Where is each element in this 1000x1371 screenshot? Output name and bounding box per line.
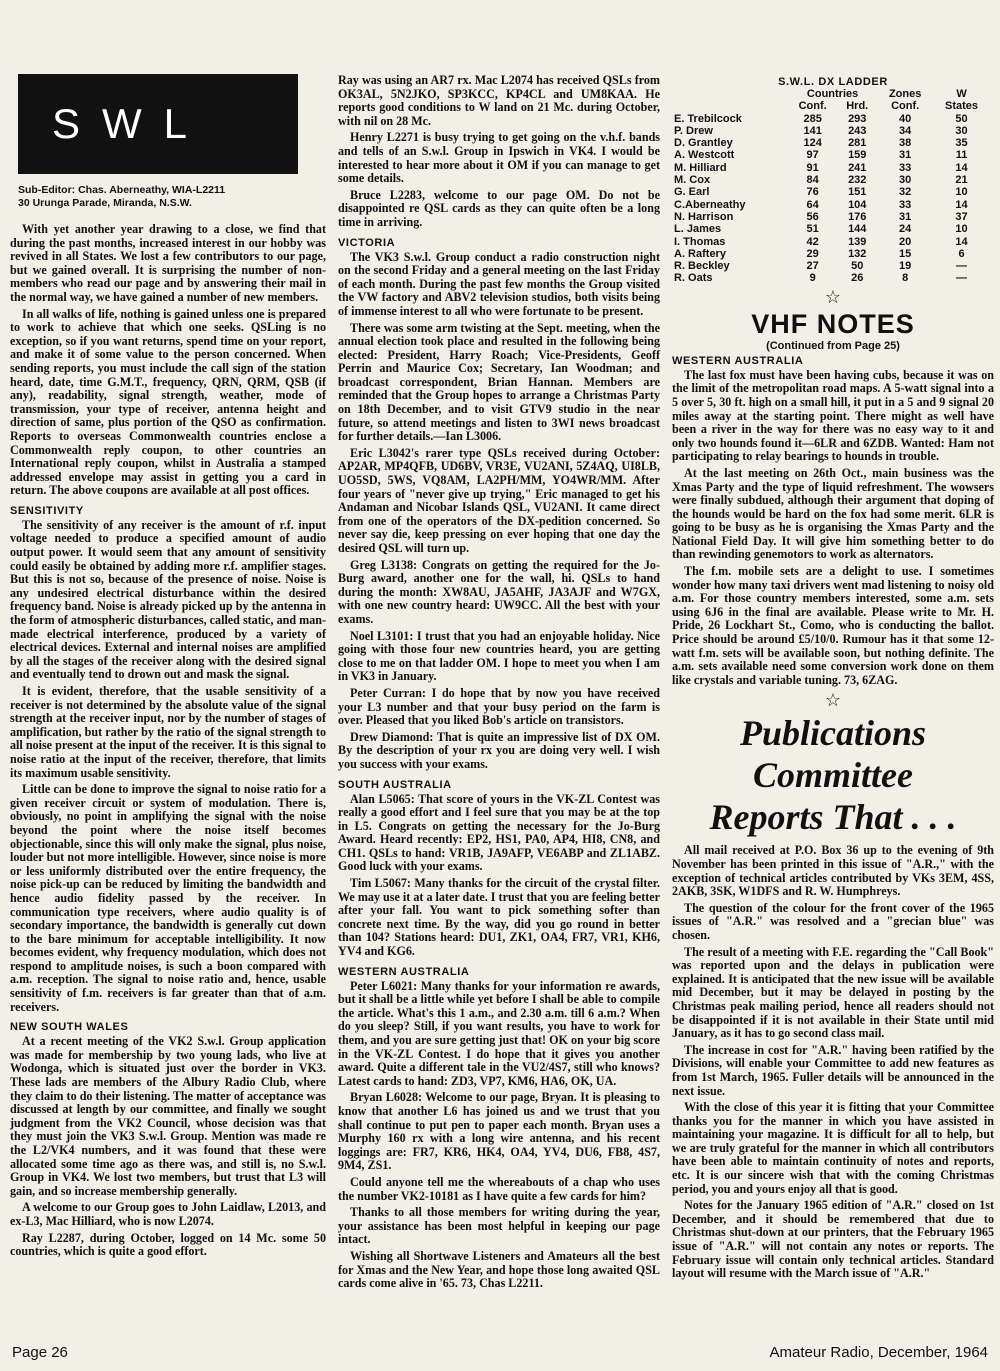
paragraph: Peter L6021: Many thanks for your information re awards, but it shall be a little while yet before I shall be able to compile the article. What's this 1 a.m., and 2.30 a.m. till 6 a.m.? When do you sleep? Still, if you want results, you have to work for them, and you are sure getting just that! OK on your big score in the VK-ZL Contest. I do hope that it gives you another award. Quite a different tale in the VU2/4S7, still who knows? Latest cards to hand: ZD3, VP7, KM6, HA6, OK, UA.	[338, 978, 660, 1088]
ladder-value: 104	[848, 198, 867, 211]
sub-editor-address: 30 Urunga Parade, Miranda, N.S.W.	[18, 196, 192, 209]
section-heading: VICTORIA	[338, 236, 396, 249]
paragraph: At the last meeting on 26th Oct., main business was the Xmas Party and the type of liquid refreshment. The wowsers were finally subdued, although their argument that doping of the hounds would be hard on the fox had some merit. 6LR is going to be busy as he is organising the Xmas Party and the National Field Day. It will give him something better to do than rewinding genemotors to work as alternators.	[672, 465, 994, 562]
ladder-row	[672, 149, 990, 161]
ladder-value: 51	[806, 223, 819, 236]
ladder-name: A. Raftery	[674, 247, 726, 260]
ladder-value: 30	[955, 124, 968, 137]
ladder-value: 20	[899, 235, 912, 248]
ladder-value: 241	[848, 161, 867, 174]
paragraph: In all walks of life, nothing is gained unless one is prepared to work to achieve that which one seeks. QSLing is no exception, so if you want returns, spend time on your report, and make it of some value to the person concerned. When sending reports, you must include the call sign of the station heard, date, time G.M.T., frequency, QRN, QRM, QSB (if any), readability, signal strength, weather, mode of transmission, your type of receiver, antenna height and direction of same, plus portion of the QSO as confirmation. Reports to overseas Commonwealth countries enclose a Commonwealth reply coupon, to other countries an International reply coupon, whilst in Australia a stamped addressed envelope may assist in getting you a card in return. The above coupons are available at all post offices.	[10, 306, 326, 498]
ladder-value: 64	[806, 198, 819, 211]
ladder-value: 33	[899, 161, 912, 174]
ladder-col: Conf.	[798, 100, 827, 113]
paragraph: With yet another year drawing to a close, we find that during the past months, increased interest in our hobby was revived in all States. We lost a few contributors to our page, but we gained overall. It is surprising the number of non-members who read our page and by answering their mail in the normal way, we have gained a number of new members.	[10, 222, 326, 304]
ladder-value: 232	[848, 174, 867, 187]
ladder-value: 14	[955, 198, 968, 211]
section-heading: SENSITIVITY	[10, 504, 84, 517]
paragraph: Ray L2287, during October, logged on 14 Mc. some 50 countries, which is quite a good effort.	[10, 1230, 326, 1259]
ladder-name: M. Hilliard	[674, 161, 727, 174]
ladder-row	[672, 137, 990, 149]
ladder-value: 14	[955, 235, 968, 248]
paragraph: Little can be done to improve the signal to noise ratio for a given receiver circuit or system of modulation. There is, obviously, no point in amplifying the signal with the noise beyond the point where the noise itself becomes objectionable, since this will only make the signal, plus noise, louder but not more intelligible. However, since noise is more or less uniformly distributed over the entire frequency, the noise pick-up can be reduced by limiting the bandwidth and hence audio fidelity passed by the receiver. In communication type receivers, where audio quality is of secondary importance, the bandwidth is generally cut down to the bare minimum for acceptable intelligibility. It now becomes evident, why frequency modulation, which does not respond to amplitude noises, is such a boon compared with a.m. reception. The signal to noise ratio and, hence, usable sensitivity of f.m. receivers is far greater than that of a.m. receivers.	[10, 782, 326, 1014]
ladder-value: 97	[806, 149, 819, 162]
ladder-value: 281	[848, 137, 867, 150]
paragraph: Noel L3101: I trust that you had an enjoyable holiday. Nice going with those four new countries heard, you are getting close to me on that ladder OM. I hope to meet you when I am in VK3 in January.	[338, 628, 660, 684]
star-icon: ☆	[824, 286, 842, 307]
ladder-group-countries: Countries	[806, 88, 859, 100]
ladder-row	[672, 260, 990, 272]
column-3	[672, 76, 994, 1284]
ladder-value: 84	[806, 174, 819, 187]
ladder-value: 159	[848, 149, 867, 162]
ladder-body	[672, 113, 990, 285]
ladder-col: Hrd.	[846, 100, 869, 113]
swl-title-block	[18, 74, 298, 174]
ladder-value: 35	[955, 137, 968, 150]
ladder-value: 144	[848, 223, 867, 236]
ladder-name: R. Oats	[674, 272, 713, 285]
dx-ladder-table	[672, 88, 990, 285]
ladder-name: D. Grantley	[674, 137, 733, 150]
paragraph: Eric L3042's rarer type QSLs received during October: AP2AR, MP4QFB, UD6BV, VR3E, VU2ANI, 5Z4AQ, UI8LB, UO5SD, 5WS, VQ8AM, LA2PH/MM, YO4WR/MM. After four years of "never give up trying," Eric managed to get his Andaman and Nicobar Islands QSL, VU2ANI. It came direct from one of the operators of the DX-pedition concerned. So never say die, keep pressing on ever hoping that one day the desired QSL will turn up.	[338, 445, 660, 555]
ladder-title: S.W.L. DX LADDER	[778, 76, 888, 88]
ladder-name: R. Beckley	[674, 260, 730, 273]
ladder-value: 6	[958, 247, 965, 260]
section-heading: WESTERN AUSTRALIA	[672, 354, 804, 367]
ladder-value: 27	[806, 260, 819, 273]
ladder-value: 31	[899, 149, 912, 162]
ladder-name: G. Earl	[674, 186, 710, 199]
ladder-value: 141	[803, 124, 822, 137]
ladder-value: 8	[902, 272, 909, 285]
ladder-row	[672, 223, 990, 235]
ladder-value: 50	[851, 260, 864, 273]
vhf-notes-title: VHF NOTES	[751, 308, 915, 339]
ladder-value: 26	[851, 272, 864, 285]
ladder-value: 243	[848, 124, 867, 137]
ladder-value: 33	[899, 198, 912, 211]
ladder-value: 124	[803, 137, 822, 150]
ladder-col-header	[672, 100, 990, 112]
ladder-value: 293	[848, 112, 867, 125]
paragraph: Tim L5067: Many thanks for the circuit of the crystal filter. We may use it at a later date. I trust that you are feeling better after your fall. You want to pick something softer than concrete next time. By the way, did you go round in better than 104? Stations heard: DU1, ZK1, OA4, FR7, VR1, KH6, YV4 and KG6.	[338, 876, 660, 959]
ladder-row	[672, 186, 990, 198]
ladder-value: —	[956, 260, 968, 273]
paragraph: The sensitivity of any receiver is the amount of r.f. input voltage needed to produce a specified amount of audio output power. It would seem that any amount of sensitivity could easily be obtained by adding more r.f. amplifier stages. But this is not so, because of the presence of noise. Noise is any undesired electrical disturbance within the desired frequency band. Noise is already picked up by the antenna in the form of atmospheric disturbances, called static, and man-made electrical interference, produced by a variety of electrical devices. External and internal noises are amplified by all the stages of the receiver along with the desired signal and eventually tend to drown out and mask the signal.	[10, 517, 326, 682]
ladder-value: —	[956, 272, 968, 285]
paragraph: At a recent meeting of the VK2 S.w.l. Group application was made for membership by two young lads, who live at Wodonga, which is situated just over the border in VK3. These lads are members of the Albury Radio Club, where they claim to do their listening. The matter of acceptance was discussed at length by our committee, and finally we sought judgment from the VK2 Council, whose decision was that they must join the VK3 S.w.l. Group. Mention was made re the L2/VK4 numbers, and it was found that these were allocated some time ago as there was, and still is, no S.w.l. Group in VK4. We lost two members, but trust that L3 will gain, and so increase membership generally.	[10, 1034, 326, 1198]
ladder-name: L. James	[674, 223, 722, 236]
ladder-name: I. Thomas	[674, 235, 726, 248]
vhf-notes-subtitle: (Continued from Page 25)	[766, 339, 900, 352]
paragraph: Drew Diamond: That is quite an impressive list of DX OM. By the description of your rx you are doing very well. I wish you success with your exams.	[338, 729, 660, 771]
paragraph: Ray was using an AR7 rx. Mac L2074 has received QSLs from OK3AL, 5N2JKO, SP3KCC, KP4CL and UM8KAA. He reports good conditions to W land on 21 Mc. during October, with nil on 28 Mc.	[338, 73, 660, 128]
section-heading: WESTERN AUSTRALIA	[338, 965, 470, 978]
ladder-value: 10	[955, 186, 968, 199]
ladder-value: 40	[899, 112, 912, 125]
ladder-row	[672, 174, 990, 186]
ladder-value: 139	[848, 235, 867, 248]
ladder-group-zones: Zones	[888, 88, 922, 100]
paragraph: The last fox must have been having cubs, because it was on the limit of the metropolitan road maps. A 5-watt signal into a 5 over 5, 30 ft. high on a small hill, it put in a 5 and 9 signal 20 miles away at the starting point. There might as well have been a river in the way for there was no easy way to it and only two hounds found it—6LR and 6ZDB. Wanted: Ham not participating to relay bearings to hounds in trouble.	[672, 367, 994, 464]
paragraph: With the close of this year it is fitting that your Committee thanks you for the manner in which you have assisted in maintaining your magazine. It is difficult for all to help, but we are truly grateful for the manner in which all contributors have been able to maintain continuity of notes and reports, etc. It is our sincere wish that with the coming Christmas period, you and yours enjoy all that is good.	[672, 1100, 994, 1196]
paragraph: The f.m. mobile sets are a delight to use. I sometimes wonder how many taxi drivers went mad listening to noisy old a.m. For those country members interested, some a.m. sets using 6J6 in the final are available. Please write to Mr. H. Pride, 26 Lockhart St., Como, who is conducting the ballot. Price should be around £5/10/0. Rumour has it that some 12-watt f.m. sets will be available soon, but nothing definite. The a.m. sets available need some conversion work done on them like crystals and variable tuning. 73, 6ZAG.	[672, 564, 994, 687]
ladder-value: 15	[899, 247, 912, 260]
ladder-value: 31	[899, 210, 912, 223]
column-2	[338, 74, 660, 1294]
ladder-row	[672, 113, 990, 125]
ladder-value: 9	[809, 272, 816, 285]
paragraph: The increase in cost for "A.R." having been ratified by the Divisions, will enable your Committee to add new features as from 1st March, 1965. Fuller details will be announced in the next issue.	[672, 1042, 994, 1098]
paragraph: A welcome to our Group goes to John Laidlaw, L2013, and ex-L3, Mac Hilliard, who is now L2074.	[10, 1200, 326, 1228]
ladder-value: 11	[955, 149, 968, 162]
sub-editor-credit	[18, 184, 318, 209]
ladder-row	[672, 211, 990, 223]
section-heading: NEW SOUTH WALES	[10, 1021, 129, 1034]
ladder-row	[672, 248, 990, 260]
paragraph: Bryan L6028: Welcome to our page, Bryan. It is pleasing to know that another L6 has joined us and we trust that you shall continue to put pen to paper each month. Bryan uses a Murphy 160 rx with a long wire antenna, and his recent loggings are: FR7, KR6, HK4, OA4, YV4, DU6, FB8, 4S7, 9M4, ZS1.	[338, 1090, 660, 1173]
ladder-group-w: W	[956, 88, 967, 100]
ladder-value: 24	[899, 223, 912, 236]
ladder-value: 37	[955, 210, 968, 223]
ladder-value: 30	[899, 174, 912, 187]
ladder-name: M. Cox	[674, 174, 711, 187]
star-icon: ☆	[824, 690, 842, 711]
ladder-value: 56	[806, 210, 819, 223]
ladder-value: 29	[806, 247, 819, 260]
paragraph: Henry L2271 is busy trying to get going on the v.h.f. bands and tells of an S.w.l. Group in Ipswich in VK4. I would be interested to hear more about it OM if you can manage to get some details.	[338, 130, 660, 186]
ladder-name: N. Harrison	[674, 210, 734, 223]
paragraph: Could anyone tell me the whereabouts of a chap who uses the number VK2-10181 as I have quite a few cards for him?	[338, 1174, 660, 1203]
page-number: Page 26	[12, 1344, 68, 1361]
ladder-value: 285	[803, 112, 822, 125]
ladder-value: 176	[848, 210, 867, 223]
ladder-row	[672, 162, 990, 174]
ladder-value: 38	[899, 137, 912, 150]
ladder-value: 19	[899, 260, 912, 273]
ladder-name: E. Trebilcock	[674, 112, 742, 125]
ladder-row	[672, 199, 990, 211]
ladder-row	[672, 125, 990, 137]
ladder-row	[672, 236, 990, 248]
ladder-value: 132	[848, 247, 867, 260]
column-1	[10, 223, 326, 1262]
ladder-value: 32	[899, 186, 912, 199]
ladder-value: 76	[806, 186, 819, 199]
section-title: SWL	[52, 100, 210, 147]
ladder-name: P. Drew	[674, 124, 713, 137]
paragraph: All mail received at P.O. Box 36 up to the evening of 9th November has been printed in this issue of "A.R.," with the exception of technical articles contributed by VKs 3EM, 4SS, 2AKB, 3SK, W1DFS and R. W. Humphreys.	[672, 843, 994, 899]
ladder-value: 91	[806, 161, 819, 174]
ladder-name: A. Westcott	[674, 149, 735, 162]
paragraph: The result of a meeting with F.E. regarding the "Call Book" was reported upon and the delays in publication were explained. It is anticipated that the new issue will be available mid December, but it may be delayed in posting by the Christmas peak mailing period, hence all readers should not be disappointed if it is not available in their State until mid January, as it has to go second class mail.	[672, 944, 994, 1041]
ladder-value: 10	[955, 223, 968, 236]
ladder-col: Conf.	[891, 100, 920, 113]
journal-issue: Amateur Radio, December, 1964	[769, 1344, 988, 1361]
paragraph: Wishing all Shortwave Listeners and Amateurs all the best for Xmas and the New Year, and hope those long awaited QSL cards come alive in '65. 73, Chas L2211.	[338, 1248, 660, 1291]
publications-title-line-1: Publications Committee	[739, 713, 927, 796]
paragraph: Notes for the January 1965 edition of "A.R." closed on 1st December, and it should be remembered that due to Christmas shut-down at our printers, that the February 1965 issue of "A.R." will not contain any notes or reports. The February issue will contain only technical articles. Standard layout will resume with the March issue of "A.R."	[672, 1198, 994, 1281]
ladder-value: 34	[899, 124, 912, 137]
paragraph: Thanks to all those members for writing during the year, your assistance has been most helpful in keeping our page intact.	[338, 1205, 660, 1247]
sub-editor-name: Sub-Editor: Chas. Aberneathy, WIA-L2211	[18, 184, 226, 196]
ladder-col: States	[945, 100, 979, 113]
paragraph: Bruce L2283, welcome to our page OM. Do not be disappointed re QSL cards as they can quite often be a long time in arriving.	[338, 187, 660, 229]
paragraph: Alan L5065: That score of yours in the VK-ZL Contest was really a good effort and I feel sure that you may be at the top in L5. Congrats on getting the necessary for the Jo-Burg Award. Heard recently: EP2, HS1, PA0, AP4, HI8, CN8, and CH1. QSLs to hand: VR1B, JA9AFP, VE6ABP and ZL1ABZ. Good luck with your exams.	[338, 791, 660, 874]
section-heading: SOUTH AUSTRALIA	[338, 778, 452, 791]
ladder-value: 21	[955, 174, 968, 187]
ladder-name: C.Aberneathy	[674, 198, 746, 211]
ladder-row	[672, 272, 990, 284]
ladder-group-header	[672, 88, 990, 100]
paragraph: The question of the colour for the front cover of the 1965 issues of "A.R." was resolved and a "grecian blue" was chosen.	[672, 900, 994, 942]
publications-title-line-2: Reports That . . .	[709, 797, 957, 838]
ladder-value: 14	[955, 161, 968, 174]
paragraph: The VK3 S.w.l. Group conduct a radio construction night on the second Friday and a general meeting on the last Friday of each month. During the past few months the Group visited the VW factory and ABV2 television studios, both visits being of immense interest to all who were fortunate to be present.	[338, 249, 660, 318]
paragraph: It is evident, therefore, that the usable sensitivity of a receiver is not determined by the absolute value of the signal strength at the receiver input, nor by the number of stages of amplification, but rather by the ratio of the signal strength to all noise present at the input of the receiver. It is this signal to noise ratio at the input of the receiver, therefore, that limits its maximum usable sensitivity.	[10, 684, 326, 780]
paragraph: There was some arm twisting at the Sept. meeting, when the annual election took place and resulted in the following being elected: President, Harry Roach; Vice-Presidents, Geoff Perrin and Maurice Cox; Secretary, Ian Woodman; and broadcast correspondent, Brian Hannan. Members are reminded that the Group hopes to arrange a Christmas Party on 18th December, and to visit GTV9 studio in the near future, so attend meetings and listen to 3WI news broadcast for further details.—Ian L3006.	[338, 320, 660, 444]
paragraph: Greg L3138: Congrats on getting the required for the Jo-Burg award, another one for the wall, hi. QSLs to hand during the month: XW8AU, JA5AHF, JA3AJF and W7GX, with one new country heard: UW9CC. All the best with your exams.	[338, 557, 660, 626]
ladder-value: 151	[848, 186, 867, 199]
paragraph: Peter Curran: I do hope that by now you have received your L3 number and that your busy period on the farm is over. Pleased that you liked Bob's article on transistors.	[338, 685, 660, 728]
ladder-value: 42	[806, 235, 819, 248]
ladder-value: 50	[955, 112, 968, 125]
